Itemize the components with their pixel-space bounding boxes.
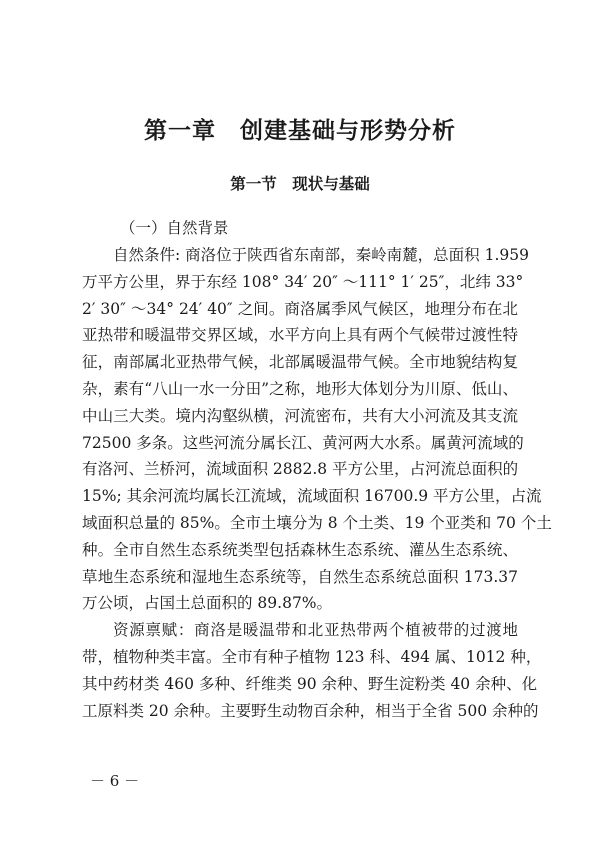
body-line: 中山三大类。境内沟壑纵横，河流密布，共有大小河流及其支流 xyxy=(82,406,518,425)
body-line: 草地生态系统和湿地生态系统等，自然生态系统总面积 173.37 xyxy=(82,567,518,586)
body-line: 亚热带和暖温带交界区域，水平方向上具有两个气候带过渡性特 xyxy=(82,326,518,345)
body-line: 其中药材类 460 多种、纤维类 90 余种、野生淀粉类 40 余种、化 xyxy=(82,674,538,693)
body-line: 带，植物种类丰富。全市有种子植物 123 科、494 属、1012 种， xyxy=(82,647,542,666)
page-number: － 6 － xyxy=(90,772,140,790)
chapter-title: 第一章 创建基础与形势分析 xyxy=(144,117,456,144)
body-line: 万平方公里，界于东经 108° 34′ 20″ ～111° 1′ 25″，北纬 33° xyxy=(82,272,524,291)
subsection-title: （一）自然背景 xyxy=(120,219,229,237)
body-line: 工原料类 20 余种。主要野生动物百余种，相当于全省 500 余种的 xyxy=(82,701,539,720)
body-line: 域面积总量的 85%。全市土壤分为 8 个土类、19 个亚类和 70 个土 xyxy=(82,513,552,532)
body-line: 2′ 30″ ～34° 24′ 40″ 之间。商洛属季风气候区，地理分布在北 xyxy=(82,299,518,318)
body-line: 种。全市自然生态系统类型包括森林生态系统、灌丛生态系统、 xyxy=(82,540,518,559)
body-line: 万公顷，占国土总面积的 89.87%。 xyxy=(82,594,333,613)
body-line: 杂，素有“八山一水一分田”之称，地形大体划分为川原、低山、 xyxy=(82,379,518,398)
body-line: 15%; 其余河流均属长江流域，流域面积 16700.9 平方公里，占流 xyxy=(82,487,542,506)
body-line: 有洛河、兰桥河，流域面积 2882.8 平方公里，占河流总面积的 xyxy=(82,460,519,479)
body-text xyxy=(82,242,552,724)
body-line: 征，南部属北亚热带气候，北部属暖温带气候。全市地貌结构复 xyxy=(82,353,518,372)
body-line: 自然条件: 商洛位于陕西省东南部，秦岭南麓，总面积 1.959 xyxy=(113,246,529,264)
body-line: 资源禀赋：商洛是暖温带和北亚热带两个植被带的过渡地 xyxy=(113,621,518,640)
body-line: 72500 多条。这些河流分属长江、黄河两大水系。属黄河流域的 xyxy=(82,433,524,452)
section-title: 第一节 现状与基础 xyxy=(230,175,370,193)
